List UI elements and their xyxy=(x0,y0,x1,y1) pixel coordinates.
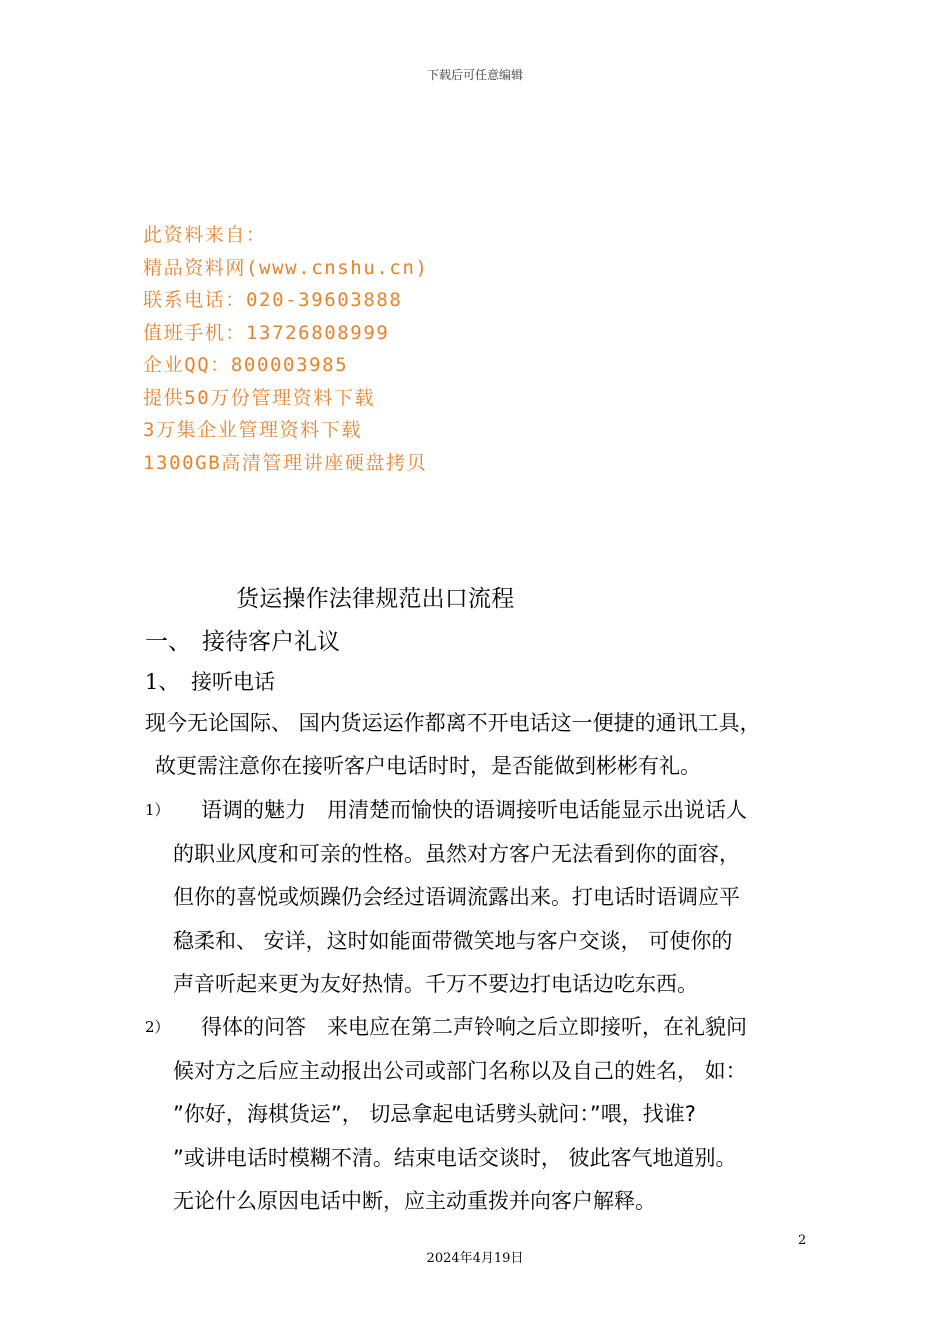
list-item xyxy=(145,1006,825,1224)
list-item-line: 得体的问答 来电应在第二声铃响之后立即接听，在礼貌问 xyxy=(201,1015,747,1039)
promo-mobile-line: 值班手机：13726808999 xyxy=(143,321,390,344)
list-item xyxy=(145,789,825,1007)
document-title: 货运操作法律规范出口流程 xyxy=(236,586,515,612)
list-item-line: 稳柔和、 安详，这时如能面带微笑地与客户交谈， 可使你的 xyxy=(173,928,733,953)
promo-block xyxy=(143,219,663,479)
promo-phone-line: 联系电话：020-39603888 xyxy=(143,289,403,311)
list-item-marker: 1） xyxy=(145,801,170,819)
promo-offer-line: 提供50万份管理资料下载 xyxy=(143,386,376,409)
header-note: 下载后可任意编辑 xyxy=(426,68,523,82)
promo-qq-line: 企业QQ：800003985 xyxy=(143,354,349,376)
list-item-line: 声音听起来更为友好热情。千万不要边打电话边吃东西。 xyxy=(173,972,698,996)
footer-date: 2024年4月19日 xyxy=(426,1251,524,1266)
promo-offer-line: 1300GB高清管理讲座硬盘拷贝 xyxy=(143,451,428,474)
paragraph-line: 现今无论国际、 国内货运运作都离不开电话这一便捷的通讯工具， xyxy=(145,711,761,735)
list-item-line: 无论什么原因电话中断，应主动重拨并向客户解释。 xyxy=(173,1189,656,1213)
subsection-number: 1、 xyxy=(145,670,180,694)
promo-offer-line: 3万集企业管理资料下载 xyxy=(143,419,363,441)
subsection-title: 接听电话 xyxy=(191,670,275,694)
list-item-line: 但你的喜悦或烦躁仍会经过语调流露出来。打电话时语调应平 xyxy=(173,885,740,909)
list-item-line: 候对方之后应主动报出公司或部门名称以及自己的姓名， 如： xyxy=(173,1058,747,1083)
list-item-line: 语调的魅力 用清楚而愉快的语调接听电话能显示出说话人 xyxy=(201,798,747,822)
subsection-heading xyxy=(145,666,275,696)
page-number: 2 xyxy=(798,1233,807,1248)
list-item-line: ”你好，海棋货运”， 切忌拿起电话劈头就问：”喂，找谁? xyxy=(173,1102,696,1126)
promo-source-line: 此资料来自： xyxy=(143,224,267,246)
intro-paragraph xyxy=(145,702,825,788)
list-item-marker: 2） xyxy=(145,1018,170,1036)
list-item-line: ”或讲电话时模糊不清。结束电话交谈时， 彼此客气地道别。 xyxy=(173,1145,737,1170)
section-number: 一、 xyxy=(145,629,191,655)
paragraph-line: 故更需注意你在接听客户电话时时，是否能做到彬彬有礼。 xyxy=(155,754,701,778)
list-item-line: 的职业风度和可亲的性格。虽然对方客户无法看到你的面容， xyxy=(173,841,740,866)
section-heading xyxy=(145,623,340,656)
promo-website-line: 精品资料网(www.cnshu.cn) xyxy=(143,256,429,279)
section-title: 接待客户礼议 xyxy=(202,629,340,655)
